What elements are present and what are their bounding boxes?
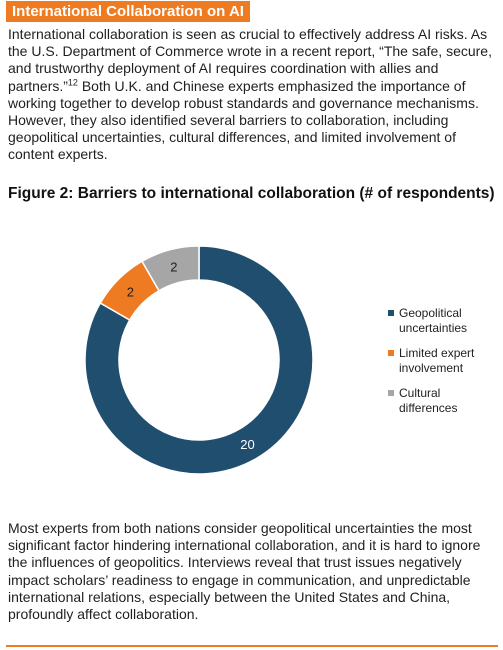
- closing-paragraph: Most experts from both nations consider geopolitical uncertainties the most significant factor hindering international collaboration, and it is hard to ignore the influences of geopolitics. Interviews reveal that trust issues negatively impact scholars’ readiness to engage in communication, and unpredictable international relations, especially between the United States and China, profoundly affect collaboration.: [8, 520, 481, 623]
- legend-label-geopolitical-1: Geopolitical: [399, 306, 462, 320]
- data-label-cultural: 2: [170, 259, 178, 275]
- legend-label-limited-expert-1: Limited expert: [399, 346, 475, 360]
- intro-text-part1: International collaboration is seen as crucial to effectively address AI risks. As the U.S. Department of Commerce wrote in a recent report, “The safe, secure, and trustworthy deployment of AI requires coordination with allies and partners.”: [8, 26, 492, 94]
- legend-label-geopolitical-2: uncertainties: [399, 321, 468, 335]
- section-heading: International Collaboration on AI: [6, 1, 250, 22]
- data-label-limited-expert: 2: [126, 284, 135, 300]
- legend-label-cultural-2: differences: [399, 401, 458, 415]
- intro-text-part2: Both U.K. and Chinese experts emphasized the importance of working together to develop robust standards and governance mechanisms. However, they also identified several barriers to collaboration, including geopolitical uncertainties, cultural differences, and limited involvement of content experts.: [8, 77, 479, 163]
- chart-legend: [388, 306, 500, 426]
- legend-swatch-geopolitical: [388, 310, 394, 316]
- donut-slices: [85, 246, 313, 474]
- legend-item-geopolitical: [388, 306, 500, 336]
- footnote-reference[interactable]: 12: [67, 76, 78, 87]
- intro-paragraph: [8, 26, 496, 164]
- legend-swatch-cultural: [388, 390, 394, 396]
- bottom-rule: [6, 645, 498, 647]
- legend-item-limited-expert: [388, 346, 500, 376]
- figure-title: Figure 2: Barriers to international collaboration (# of respondents): [8, 185, 495, 202]
- legend-swatch-limited-expert: [388, 350, 394, 356]
- data-label-geopolitical: 20: [240, 437, 255, 453]
- legend-item-cultural: [388, 386, 500, 416]
- legend-label-limited-expert-2: involvement: [399, 361, 464, 375]
- legend-label-cultural-1: Cultural: [399, 386, 441, 400]
